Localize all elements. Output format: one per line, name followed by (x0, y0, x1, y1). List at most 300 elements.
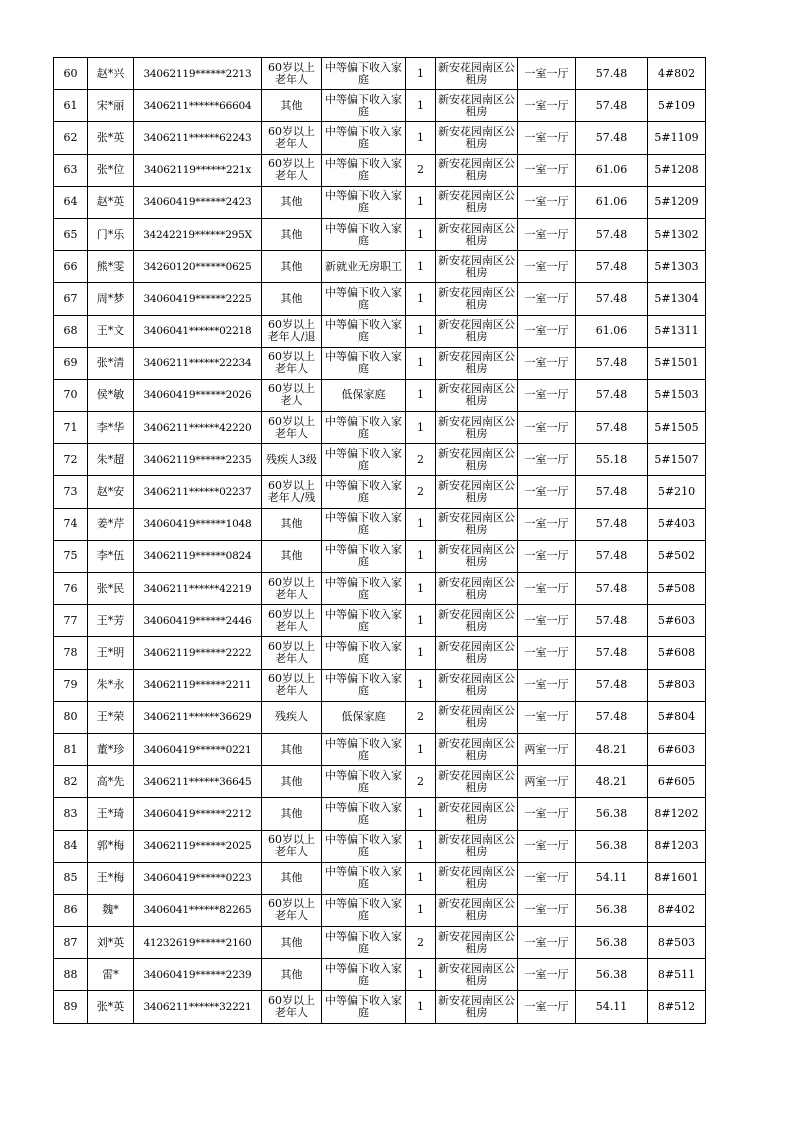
location-cell: 新安花园南区公租房 (436, 412, 518, 444)
id-number-cell: 34060419******2423 (134, 186, 262, 218)
area-cell: 54.11 (576, 862, 648, 894)
row-number-cell: 62 (54, 122, 88, 154)
category-cell: 60岁以上老年人 (262, 154, 322, 186)
location-cell: 新安花园南区公租房 (436, 894, 518, 926)
row-number-cell: 79 (54, 669, 88, 701)
table-row (54, 347, 706, 379)
row-number-cell: 60 (54, 58, 88, 90)
table-row (54, 251, 706, 283)
area-cell: 61.06 (576, 186, 648, 218)
category-cell: 60岁以上老年人 (262, 637, 322, 669)
room-cell: 8#1202 (648, 798, 706, 830)
location-cell: 新安花园南区公租房 (436, 573, 518, 605)
table-row (54, 379, 706, 411)
table-row (54, 701, 706, 733)
id-number-cell: 34260120******0625 (134, 251, 262, 283)
persons-cell: 1 (406, 379, 436, 411)
area-cell: 56.38 (576, 927, 648, 959)
name-cell: 王*芳 (88, 605, 134, 637)
table-row (54, 637, 706, 669)
table-row (54, 573, 706, 605)
location-cell: 新安花园南区公租房 (436, 444, 518, 476)
family-type-cell: 中等偏下收入家庭 (322, 733, 406, 765)
name-cell: 侯*敏 (88, 379, 134, 411)
area-cell: 57.48 (576, 58, 648, 90)
persons-cell: 2 (406, 766, 436, 798)
area-cell: 57.48 (576, 573, 648, 605)
area-cell: 57.48 (576, 669, 648, 701)
id-number-cell: 3406211******42220 (134, 412, 262, 444)
family-type-cell: 中等偏下收入家庭 (322, 315, 406, 347)
id-number-cell: 34062119******2222 (134, 637, 262, 669)
table-row (54, 122, 706, 154)
category-cell: 60岁以上老年人 (262, 669, 322, 701)
id-number-cell: 3406211******22234 (134, 347, 262, 379)
unit-type-cell: 一室一厅 (518, 959, 576, 991)
area-cell: 61.06 (576, 154, 648, 186)
persons-cell: 1 (406, 573, 436, 605)
row-number-cell: 71 (54, 412, 88, 444)
id-number-cell: 34060419******2239 (134, 959, 262, 991)
row-number-cell: 75 (54, 540, 88, 572)
area-cell: 48.21 (576, 766, 648, 798)
unit-type-cell: 一室一厅 (518, 412, 576, 444)
row-number-cell: 76 (54, 573, 88, 605)
room-cell: 5#804 (648, 701, 706, 733)
row-number-cell: 86 (54, 894, 88, 926)
unit-type-cell: 一室一厅 (518, 251, 576, 283)
room-cell: 5#1304 (648, 283, 706, 315)
name-cell: 张*英 (88, 122, 134, 154)
name-cell: 王*文 (88, 315, 134, 347)
persons-cell: 1 (406, 508, 436, 540)
location-cell: 新安花园南区公租房 (436, 830, 518, 862)
persons-cell: 2 (406, 927, 436, 959)
room-cell: 6#605 (648, 766, 706, 798)
unit-type-cell: 一室一厅 (518, 701, 576, 733)
room-cell: 8#402 (648, 894, 706, 926)
name-cell: 张*清 (88, 347, 134, 379)
family-type-cell: 中等偏下收入家庭 (322, 186, 406, 218)
room-cell: 5#1303 (648, 251, 706, 283)
unit-type-cell: 两室一厅 (518, 733, 576, 765)
name-cell: 魏* (88, 894, 134, 926)
area-cell: 57.48 (576, 637, 648, 669)
room-cell: 8#1601 (648, 862, 706, 894)
persons-cell: 1 (406, 798, 436, 830)
name-cell: 门*乐 (88, 218, 134, 250)
row-number-cell: 81 (54, 733, 88, 765)
room-cell: 8#1203 (648, 830, 706, 862)
row-number-cell: 63 (54, 154, 88, 186)
unit-type-cell: 一室一厅 (518, 379, 576, 411)
unit-type-cell: 一室一厅 (518, 605, 576, 637)
unit-type-cell: 一室一厅 (518, 862, 576, 894)
unit-type-cell: 一室一厅 (518, 58, 576, 90)
category-cell: 其他 (262, 283, 322, 315)
category-cell: 其他 (262, 798, 322, 830)
family-type-cell: 中等偏下收入家庭 (322, 766, 406, 798)
row-number-cell: 87 (54, 927, 88, 959)
id-number-cell: 3406211******36645 (134, 766, 262, 798)
location-cell: 新安花园南区公租房 (436, 991, 518, 1023)
table-row (54, 154, 706, 186)
location-cell: 新安花园南区公租房 (436, 862, 518, 894)
room-cell: 5#1209 (648, 186, 706, 218)
persons-cell: 1 (406, 540, 436, 572)
location-cell: 新安花园南区公租房 (436, 90, 518, 122)
area-cell: 57.48 (576, 508, 648, 540)
id-number-cell: 34062119******0824 (134, 540, 262, 572)
name-cell: 刘*英 (88, 927, 134, 959)
category-cell: 其他 (262, 927, 322, 959)
id-number-cell: 34060419******1048 (134, 508, 262, 540)
area-cell: 57.48 (576, 412, 648, 444)
unit-type-cell: 一室一厅 (518, 991, 576, 1023)
area-cell: 57.48 (576, 540, 648, 572)
area-cell: 54.11 (576, 991, 648, 1023)
room-cell: 5#1302 (648, 218, 706, 250)
row-number-cell: 72 (54, 444, 88, 476)
id-number-cell: 34062119******2235 (134, 444, 262, 476)
unit-type-cell: 一室一厅 (518, 122, 576, 154)
persons-cell: 1 (406, 959, 436, 991)
allocation-table (53, 57, 706, 1024)
location-cell: 新安花园南区公租房 (436, 154, 518, 186)
family-type-cell: 中等偏下收入家庭 (322, 573, 406, 605)
id-number-cell: 3406041******82265 (134, 894, 262, 926)
persons-cell: 1 (406, 90, 436, 122)
location-cell: 新安花园南区公租房 (436, 798, 518, 830)
persons-cell: 1 (406, 58, 436, 90)
category-cell: 其他 (262, 251, 322, 283)
row-number-cell: 77 (54, 605, 88, 637)
unit-type-cell: 一室一厅 (518, 508, 576, 540)
area-cell: 56.38 (576, 798, 648, 830)
table-row (54, 186, 706, 218)
persons-cell: 1 (406, 733, 436, 765)
id-number-cell: 3406211******36629 (134, 701, 262, 733)
id-number-cell: 3406211******62243 (134, 122, 262, 154)
unit-type-cell: 一室一厅 (518, 637, 576, 669)
table-row (54, 862, 706, 894)
id-number-cell: 34242219******295X (134, 218, 262, 250)
area-cell: 57.48 (576, 218, 648, 250)
area-cell: 57.48 (576, 347, 648, 379)
family-type-cell: 中等偏下收入家庭 (322, 830, 406, 862)
table-row (54, 766, 706, 798)
area-cell: 57.48 (576, 122, 648, 154)
persons-cell: 1 (406, 669, 436, 701)
name-cell: 王*荣 (88, 701, 134, 733)
area-cell: 48.21 (576, 733, 648, 765)
room-cell: 5#1507 (648, 444, 706, 476)
table-row (54, 830, 706, 862)
family-type-cell: 中等偏下收入家庭 (322, 991, 406, 1023)
table-row (54, 283, 706, 315)
unit-type-cell: 一室一厅 (518, 894, 576, 926)
id-number-cell: 34062119******221x (134, 154, 262, 186)
persons-cell: 1 (406, 862, 436, 894)
id-number-cell: 3406211******32221 (134, 991, 262, 1023)
room-cell: 6#603 (648, 733, 706, 765)
name-cell: 熊*雯 (88, 251, 134, 283)
row-number-cell: 89 (54, 991, 88, 1023)
room-cell: 5#508 (648, 573, 706, 605)
id-number-cell: 34060419******2225 (134, 283, 262, 315)
persons-cell: 1 (406, 412, 436, 444)
location-cell: 新安花园南区公租房 (436, 605, 518, 637)
category-cell: 其他 (262, 959, 322, 991)
row-number-cell: 68 (54, 315, 88, 347)
area-cell: 56.38 (576, 959, 648, 991)
persons-cell: 2 (406, 444, 436, 476)
persons-cell: 1 (406, 186, 436, 218)
family-type-cell: 中等偏下收入家庭 (322, 283, 406, 315)
category-cell: 60岁以上老年人 (262, 830, 322, 862)
location-cell: 新安花园南区公租房 (436, 315, 518, 347)
family-type-cell: 中等偏下收入家庭 (322, 58, 406, 90)
name-cell: 王*琦 (88, 798, 134, 830)
name-cell: 王*梅 (88, 862, 134, 894)
unit-type-cell: 一室一厅 (518, 186, 576, 218)
family-type-cell: 中等偏下收入家庭 (322, 798, 406, 830)
name-cell: 宋*丽 (88, 90, 134, 122)
family-type-cell: 中等偏下收入家庭 (322, 412, 406, 444)
category-cell: 60岁以上老年人 (262, 58, 322, 90)
table-row (54, 58, 706, 90)
area-cell: 55.18 (576, 444, 648, 476)
table-body (54, 58, 706, 1024)
unit-type-cell: 一室一厅 (518, 154, 576, 186)
area-cell: 56.38 (576, 830, 648, 862)
area-cell: 57.48 (576, 476, 648, 508)
category-cell: 60岁以上老人 (262, 379, 322, 411)
table-row (54, 444, 706, 476)
room-cell: 8#512 (648, 991, 706, 1023)
family-type-cell: 中等偏下收入家庭 (322, 154, 406, 186)
table-row (54, 959, 706, 991)
family-type-cell: 新就业无房职工 (322, 251, 406, 283)
category-cell: 其他 (262, 186, 322, 218)
family-type-cell: 中等偏下收入家庭 (322, 90, 406, 122)
category-cell: 60岁以上老年人/残 (262, 476, 322, 508)
persons-cell: 1 (406, 991, 436, 1023)
room-cell: 5#1501 (648, 347, 706, 379)
family-type-cell: 中等偏下收入家庭 (322, 959, 406, 991)
row-number-cell: 88 (54, 959, 88, 991)
unit-type-cell: 一室一厅 (518, 283, 576, 315)
name-cell: 周*梦 (88, 283, 134, 315)
name-cell: 赵*英 (88, 186, 134, 218)
persons-cell: 2 (406, 701, 436, 733)
location-cell: 新安花园南区公租房 (436, 959, 518, 991)
unit-type-cell: 一室一厅 (518, 476, 576, 508)
row-number-cell: 64 (54, 186, 88, 218)
id-number-cell: 34062119******2211 (134, 669, 262, 701)
room-cell: 5#1208 (648, 154, 706, 186)
location-cell: 新安花园南区公租房 (436, 766, 518, 798)
room-cell: 8#503 (648, 927, 706, 959)
location-cell: 新安花园南区公租房 (436, 476, 518, 508)
row-number-cell: 84 (54, 830, 88, 862)
location-cell: 新安花园南区公租房 (436, 927, 518, 959)
table-row (54, 669, 706, 701)
room-cell: 5#502 (648, 540, 706, 572)
unit-type-cell: 一室一厅 (518, 444, 576, 476)
name-cell: 朱*超 (88, 444, 134, 476)
name-cell: 高*先 (88, 766, 134, 798)
row-number-cell: 66 (54, 251, 88, 283)
id-number-cell: 34060419******2446 (134, 605, 262, 637)
row-number-cell: 69 (54, 347, 88, 379)
family-type-cell: 中等偏下收入家庭 (322, 347, 406, 379)
unit-type-cell: 两室一厅 (518, 766, 576, 798)
area-cell: 56.38 (576, 894, 648, 926)
area-cell: 57.48 (576, 379, 648, 411)
name-cell: 王*明 (88, 637, 134, 669)
name-cell: 董*珍 (88, 733, 134, 765)
name-cell: 李*伍 (88, 540, 134, 572)
area-cell: 57.48 (576, 701, 648, 733)
row-number-cell: 73 (54, 476, 88, 508)
area-cell: 57.48 (576, 605, 648, 637)
name-cell: 张*位 (88, 154, 134, 186)
unit-type-cell: 一室一厅 (518, 218, 576, 250)
table-row (54, 315, 706, 347)
persons-cell: 1 (406, 251, 436, 283)
category-cell: 60岁以上老年人/退 (262, 315, 322, 347)
name-cell: 朱*永 (88, 669, 134, 701)
persons-cell: 1 (406, 283, 436, 315)
row-number-cell: 70 (54, 379, 88, 411)
category-cell: 其他 (262, 540, 322, 572)
table-row (54, 476, 706, 508)
location-cell: 新安花园南区公租房 (436, 733, 518, 765)
persons-cell: 1 (406, 315, 436, 347)
family-type-cell: 中等偏下收入家庭 (322, 669, 406, 701)
name-cell: 张*英 (88, 991, 134, 1023)
room-cell: 4#802 (648, 58, 706, 90)
row-number-cell: 74 (54, 508, 88, 540)
id-number-cell: 34062119******2025 (134, 830, 262, 862)
location-cell: 新安花园南区公租房 (436, 218, 518, 250)
family-type-cell: 中等偏下收入家庭 (322, 508, 406, 540)
unit-type-cell: 一室一厅 (518, 830, 576, 862)
category-cell: 60岁以上老年人 (262, 347, 322, 379)
category-cell: 60岁以上老年人 (262, 991, 322, 1023)
persons-cell: 2 (406, 476, 436, 508)
room-cell: 5#1503 (648, 379, 706, 411)
category-cell: 其他 (262, 90, 322, 122)
category-cell: 其他 (262, 733, 322, 765)
table-row (54, 412, 706, 444)
family-type-cell: 中等偏下收入家庭 (322, 894, 406, 926)
room-cell: 5#803 (648, 669, 706, 701)
category-cell: 60岁以上老年人 (262, 122, 322, 154)
room-cell: 5#109 (648, 90, 706, 122)
family-type-cell: 中等偏下收入家庭 (322, 927, 406, 959)
unit-type-cell: 一室一厅 (518, 90, 576, 122)
category-cell: 60岁以上老年人 (262, 412, 322, 444)
room-cell: 5#1311 (648, 315, 706, 347)
unit-type-cell: 一室一厅 (518, 347, 576, 379)
category-cell: 其他 (262, 862, 322, 894)
category-cell: 60岁以上老年人 (262, 894, 322, 926)
unit-type-cell: 一室一厅 (518, 927, 576, 959)
area-cell: 61.06 (576, 315, 648, 347)
row-number-cell: 65 (54, 218, 88, 250)
persons-cell: 1 (406, 347, 436, 379)
id-number-cell: 34060419******0223 (134, 862, 262, 894)
room-cell: 5#1109 (648, 122, 706, 154)
id-number-cell: 34062119******2213 (134, 58, 262, 90)
location-cell: 新安花园南区公租房 (436, 122, 518, 154)
name-cell: 张*民 (88, 573, 134, 605)
id-number-cell: 34060419******2212 (134, 798, 262, 830)
id-number-cell: 3406211******02237 (134, 476, 262, 508)
table-row (54, 798, 706, 830)
category-cell: 其他 (262, 766, 322, 798)
family-type-cell: 低保家庭 (322, 701, 406, 733)
persons-cell: 1 (406, 218, 436, 250)
table-row (54, 540, 706, 572)
area-cell: 57.48 (576, 251, 648, 283)
id-number-cell: 41232619******2160 (134, 927, 262, 959)
table-row (54, 733, 706, 765)
location-cell: 新安花园南区公租房 (436, 540, 518, 572)
area-cell: 57.48 (576, 90, 648, 122)
id-number-cell: 34060419******0221 (134, 733, 262, 765)
room-cell: 5#603 (648, 605, 706, 637)
category-cell: 残疾人 (262, 701, 322, 733)
name-cell: 李*华 (88, 412, 134, 444)
persons-cell: 1 (406, 605, 436, 637)
id-number-cell: 3406211******42219 (134, 573, 262, 605)
location-cell: 新安花园南区公租房 (436, 347, 518, 379)
family-type-cell: 低保家庭 (322, 379, 406, 411)
room-cell: 5#608 (648, 637, 706, 669)
row-number-cell: 82 (54, 766, 88, 798)
room-cell: 5#403 (648, 508, 706, 540)
location-cell: 新安花园南区公租房 (436, 251, 518, 283)
unit-type-cell: 一室一厅 (518, 798, 576, 830)
table-row (54, 218, 706, 250)
location-cell: 新安花园南区公租房 (436, 637, 518, 669)
location-cell: 新安花园南区公租房 (436, 701, 518, 733)
persons-cell: 1 (406, 637, 436, 669)
category-cell: 60岁以上老年人 (262, 605, 322, 637)
family-type-cell: 中等偏下收入家庭 (322, 637, 406, 669)
category-cell: 60岁以上老年人 (262, 573, 322, 605)
category-cell: 其他 (262, 218, 322, 250)
persons-cell: 1 (406, 122, 436, 154)
unit-type-cell: 一室一厅 (518, 315, 576, 347)
table-row (54, 991, 706, 1023)
room-cell: 5#210 (648, 476, 706, 508)
location-cell: 新安花园南区公租房 (436, 283, 518, 315)
location-cell: 新安花园南区公租房 (436, 186, 518, 218)
row-number-cell: 78 (54, 637, 88, 669)
family-type-cell: 中等偏下收入家庭 (322, 218, 406, 250)
category-cell: 其他 (262, 508, 322, 540)
name-cell: 郭*梅 (88, 830, 134, 862)
table-row (54, 508, 706, 540)
id-number-cell: 3406211******66604 (134, 90, 262, 122)
room-cell: 8#511 (648, 959, 706, 991)
room-cell: 5#1505 (648, 412, 706, 444)
family-type-cell: 中等偏下收入家庭 (322, 605, 406, 637)
